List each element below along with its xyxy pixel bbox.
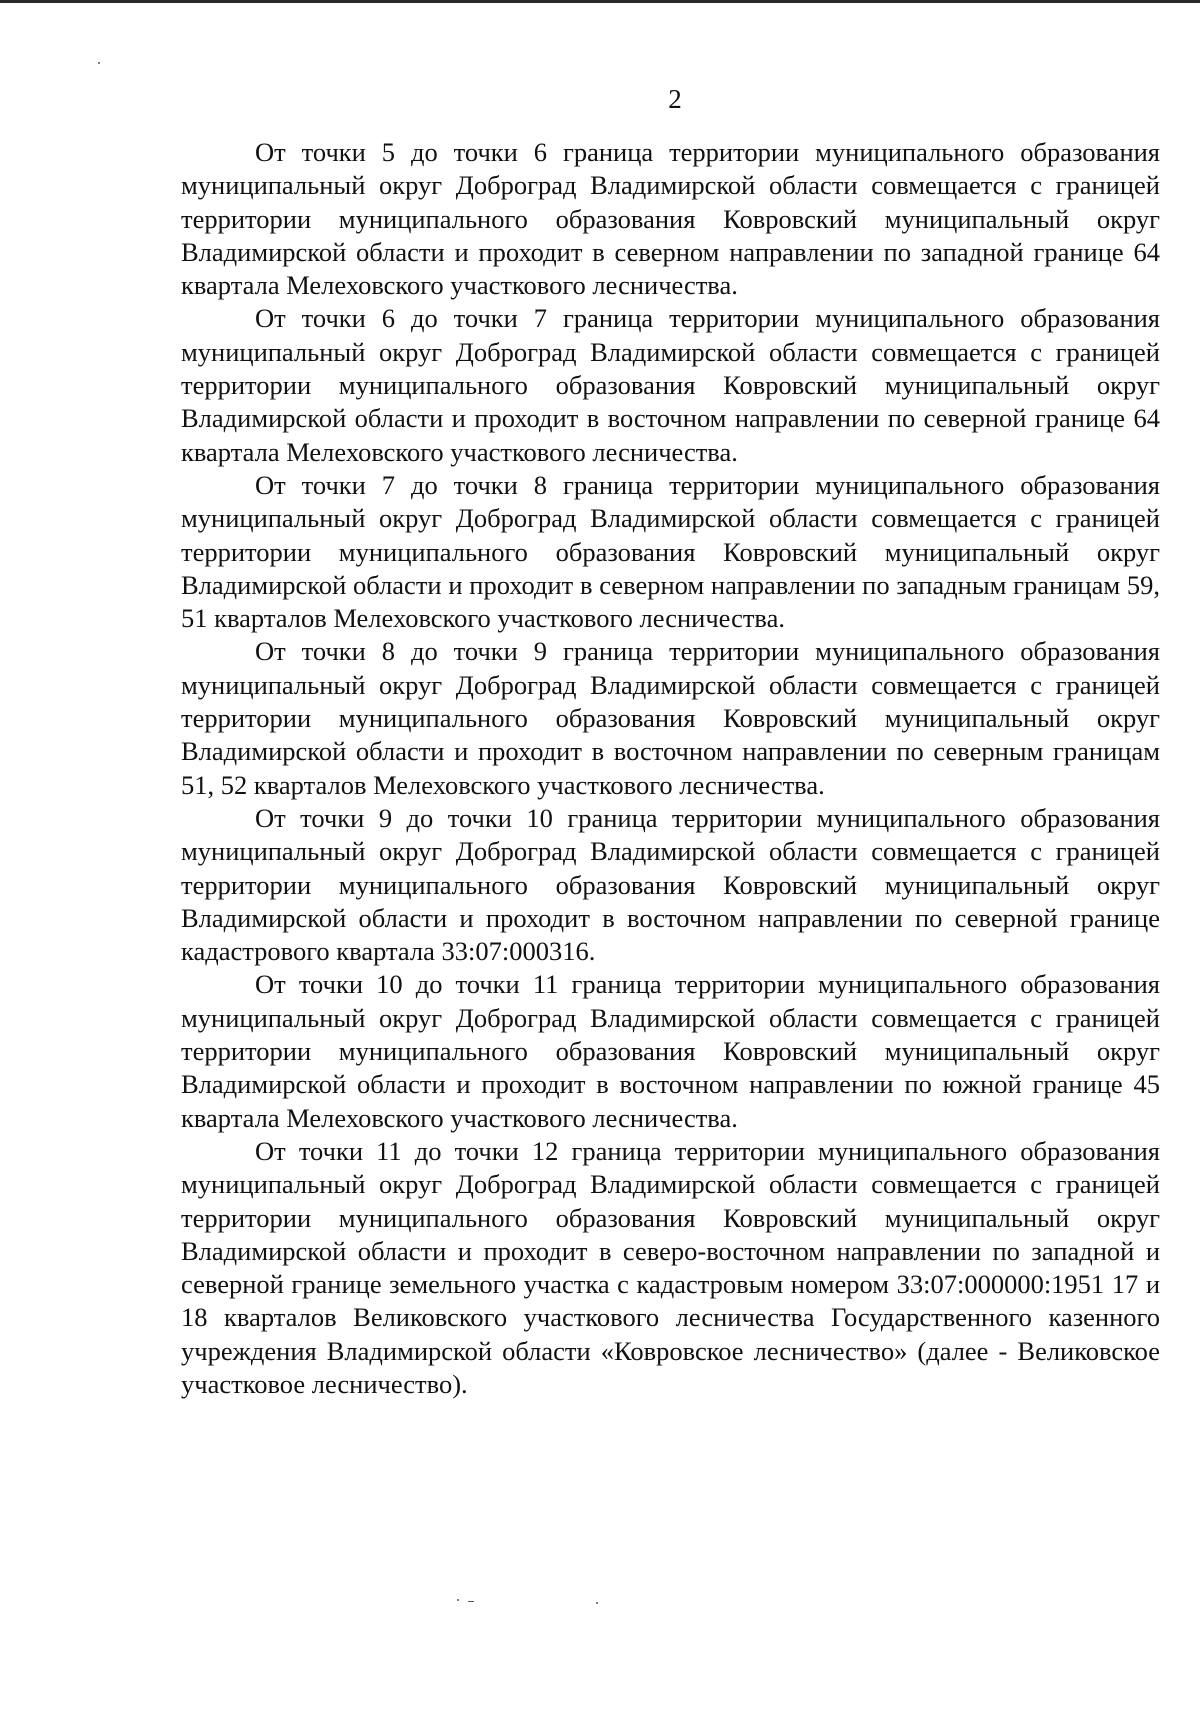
scan-top-edge [0,0,1200,3]
scan-speck [468,1601,474,1602]
scan-speck [596,1602,598,1604]
paragraph-point-6-7: От точки 6 до точки 7 граница территории муниципального образования муниципальный округ Доброград Владимирской области совмещается с границей территории муниципального образования Ковровский муниципальный округ Владимирской области и проходит в восточном направлении по северной границе 64 квартала Мелеховского участкового лесничества. [181,303,1160,467]
paragraph-point-8-9: От точки 8 до точки 9 граница территории муниципального образования муниципальный округ Доброград Владимирской области совмещается с границей территории муниципального образования Ковровский муниципальный округ Владимирской области и проходит в восточном направлении по северным границам 51, 52 кварталов Мелеховского участкового лесничества. [181,636,1160,800]
paragraph-point-7-8: От точки 7 до точки 8 граница территории муниципального образования муниципальный округ Доброград Владимирской области совмещается с границей территории муниципального образования Ковровский муниципальный округ Владимирской области и проходит в северном направлении по западным границам 59, 51 кварталов Мелеховского участкового лесничества. [181,469,1160,634]
paragraph-point-5-6: От точки 5 до точки 6 граница территории муниципального образования муниципальный округ Доброград Владимирской области совмещается с границей территории муниципального образования Ковровский муниципальный округ Владимирской области и проходит в северном направлении по западной границе 64 квартала Мелеховского участкового лесничества. [181,137,1160,301]
paragraph-point-10-11: От точки 10 до точки 11 граница территории муниципального образования муниципальный округ Доброград Владимирской области совмещается с границей территории муниципального образования Ковровский муниципальный округ Владимирской области и проходит в восточном направлении по южной границе 45 квартала Мелеховского участкового лесничества. [181,969,1160,1133]
scan-speck [98,62,100,64]
scan-speck [457,1599,459,1601]
paragraph-point-9-10: От точки 9 до точки 10 граница территории муниципального образования муниципальный округ Доброград Владимирской области совмещается с границей территории муниципального образования Ковровский муниципальный округ Владимирской области и проходит в восточном направлении по северной границе кадастрового квартала 33:07:000316. [181,802,1160,967]
document-body [181,136,1160,1401]
page-number: 2 [668,84,682,114]
paragraph-point-11-12: От точки 11 до точки 12 граница территории муниципального образования муниципальный округ Доброград Владимирской области совмещается с границей территории муниципального образования Ковровский муниципальный округ Владимирской области и проходит в северо-восточном направлении по западной и северной границе земельного участка с кадастровым номером 33:07:000000:1951 17 и 18 кварталов Великовского участкового лесничества Государственного казенного учреждения Владимирской области «Ковровское лесничество» (далее - Великовское участковое лесничество). [181,1135,1160,1399]
